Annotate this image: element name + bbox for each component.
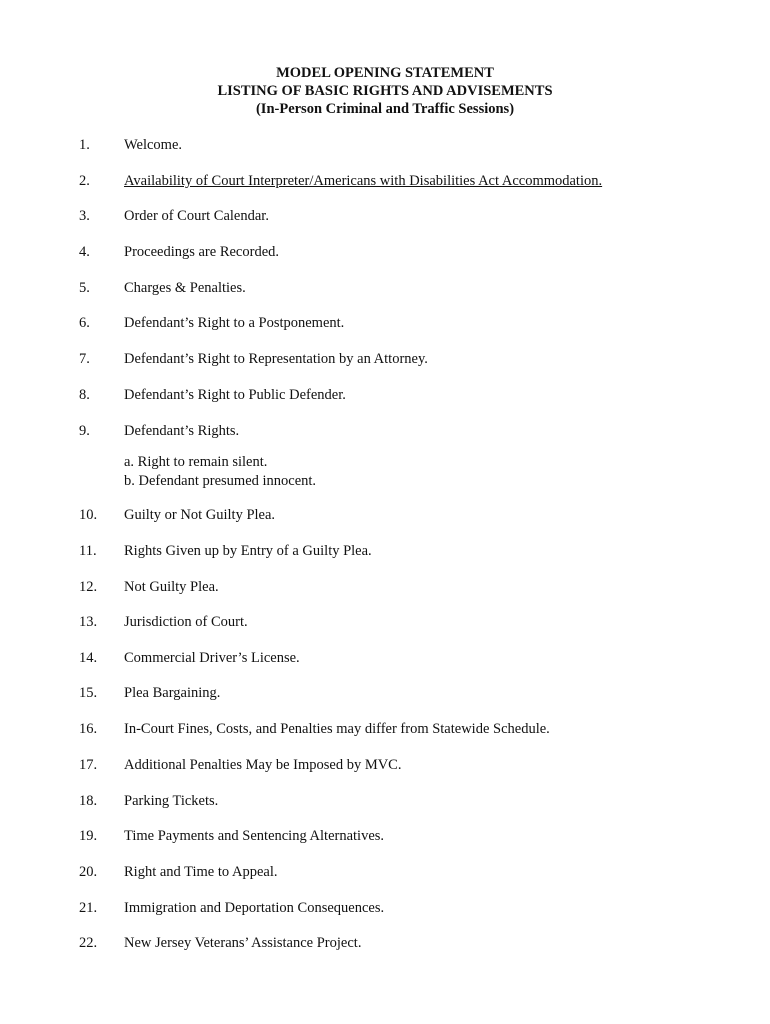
item-text: Rights Given up by Entry of a Guilty Plea.	[124, 543, 372, 559]
item-number: 15.	[79, 685, 98, 701]
item-number: 2.	[79, 173, 90, 189]
item-text: Defendant’s Right to a Postponement.	[124, 315, 345, 331]
item-number: 14.	[79, 650, 98, 666]
item-number: 12.	[79, 579, 98, 595]
item-text: Defendant’s Right to Public Defender.	[124, 387, 346, 403]
item-text: Defendant’s Right to Representation by an Attorney.	[124, 351, 428, 367]
item-number: 21.	[79, 900, 98, 916]
item-text: Parking Tickets.	[124, 793, 219, 809]
document-subtitle: LISTING OF BASIC RIGHTS AND ADVISEMENTS	[217, 83, 553, 99]
item-text: Time Payments and Sentencing Alternatives.	[124, 828, 385, 844]
item-number: 13.	[79, 614, 98, 630]
item-text: Right and Time to Appeal.	[124, 864, 278, 880]
document-title: MODEL OPENING STATEMENT	[276, 65, 494, 81]
item-text: Commercial Driver’s License.	[124, 650, 300, 666]
item-text: Guilty or Not Guilty Plea.	[124, 507, 276, 523]
item-number: 19.	[79, 828, 98, 844]
item-number: 18.	[79, 793, 98, 809]
item-number: 6.	[79, 315, 90, 331]
item-text: Not Guilty Plea.	[124, 579, 219, 595]
item-number: 5.	[79, 280, 90, 296]
item-number: 8.	[79, 387, 90, 403]
item-text: Additional Penalties May be Imposed by MVC.	[124, 757, 402, 773]
item-text: In-Court Fines, Costs, and Penalties may differ from Statewide Schedule.	[124, 721, 550, 737]
item-text: Charges & Penalties.	[124, 280, 246, 296]
item-number: 20.	[79, 864, 98, 880]
item-text: Welcome.	[124, 137, 183, 153]
sub-item: a. Right to remain silent.	[124, 454, 268, 470]
item-number: 9.	[79, 423, 90, 439]
item-text: Immigration and Deportation Consequences.	[124, 900, 385, 916]
item-text-link[interactable]: Availability of Court Interpreter/Americans with Disabilities Act Accommodation.	[124, 173, 603, 189]
item-number: 11.	[79, 543, 97, 559]
item-text: Proceedings are Recorded.	[124, 244, 280, 260]
item-text: Defendant’s Rights.	[124, 423, 240, 439]
item-text: Jurisdiction of Court.	[124, 614, 248, 630]
item-number: 7.	[79, 351, 90, 367]
item-number: 1.	[79, 137, 90, 153]
item-number: 4.	[79, 244, 90, 260]
item-number: 3.	[79, 208, 90, 224]
item-number: 10.	[79, 507, 98, 523]
item-number: 17.	[79, 757, 98, 773]
sub-item: b. Defendant presumed innocent.	[124, 473, 317, 489]
document-session-note: (In-Person Criminal and Traffic Sessions)	[255, 101, 515, 117]
item-text: New Jersey Veterans’ Assistance Project.	[124, 935, 362, 951]
item-number: 22.	[79, 935, 98, 951]
item-text: Order of Court Calendar.	[124, 208, 269, 224]
item-number: 16.	[79, 721, 98, 737]
item-text: Plea Bargaining.	[124, 685, 221, 701]
